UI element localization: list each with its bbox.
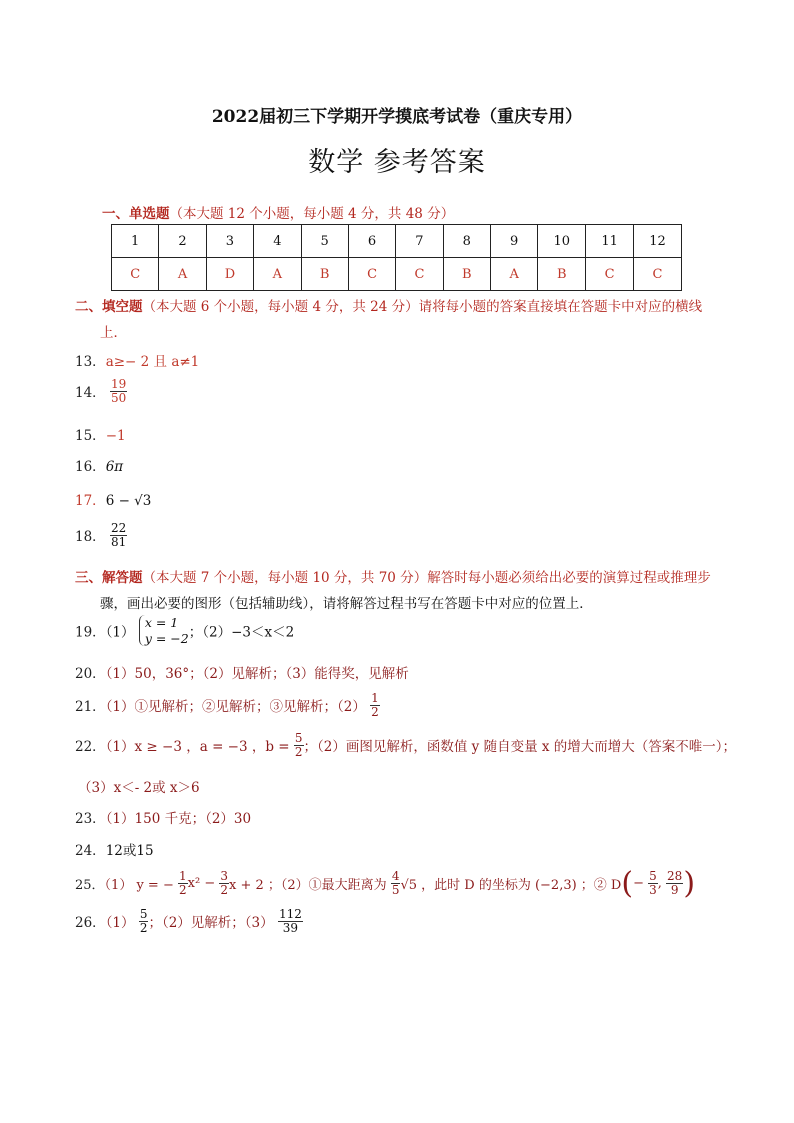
right-paren: ) <box>683 866 696 901</box>
section3-note: （本大题 7 个小题，每小题 10 分，共 70 分）解答时每小题必须给出必要的演算过程或推理步 <box>142 570 711 586</box>
answer-table-answers-row <box>112 258 682 291</box>
part-label: （1） <box>105 624 135 641</box>
question-number: 14． <box>75 385 106 402</box>
answer-text: 6 − √3 <box>105 493 152 509</box>
fraction <box>370 692 380 718</box>
question-number: 17． <box>75 493 106 509</box>
section2-note: （本大题 6 个小题，每小题 4 分，共 24 分）请将每小题的答案直接填在答题卡中对应的横线 <box>142 299 703 315</box>
section1-header <box>102 202 454 222</box>
answer-text: ；（2）−3＜x＜2 <box>188 624 295 641</box>
table-cell-answer: C <box>396 258 443 291</box>
numerator: 28 <box>667 869 683 884</box>
denominator: 2 <box>220 883 228 897</box>
fraction <box>219 870 229 896</box>
question-number: 20． <box>75 666 106 682</box>
numerator: 5 <box>294 731 303 745</box>
fraction <box>178 870 188 896</box>
section3-heading: 三、解答题 <box>75 570 143 586</box>
section2-note-cont: 上． <box>100 325 127 341</box>
minus-sign: − <box>633 876 644 891</box>
table-cell-answer: B <box>443 258 490 291</box>
answer-25 <box>75 866 695 901</box>
answer-24 <box>75 839 154 859</box>
left-paren: ( <box>621 866 634 901</box>
question-number: 22． <box>75 739 106 756</box>
question-number: 13． <box>75 354 106 370</box>
table-cell-number: 2 <box>159 225 206 258</box>
answer-22 <box>75 732 736 758</box>
answer-text: （1）50，36°；（2）见解析；（3）能得奖，见解析 <box>105 666 409 682</box>
answer-text: x + 2 ；（2）①最大距离为 <box>229 878 387 893</box>
answer-18 <box>75 522 127 548</box>
equation-1: x = 1 <box>144 615 179 630</box>
table-cell-number: 4 <box>254 225 301 258</box>
answer-21 <box>75 692 380 718</box>
answer-text: x² − <box>187 876 216 891</box>
table-cell-number: 11 <box>586 225 634 258</box>
table-cell-number: 12 <box>634 225 682 258</box>
answer-17 <box>75 489 151 509</box>
table-cell-answer: B <box>301 258 348 291</box>
question-number: 23． <box>75 811 106 827</box>
numerator: 1 <box>371 691 379 705</box>
table-cell-number: 1 <box>112 225 159 258</box>
section2-header <box>75 295 702 315</box>
answer-text: √5 ，此时 D 的坐标为 (−2,3) ；② D <box>400 878 622 893</box>
table-cell-answer: D <box>206 258 253 291</box>
section1-note: （本大题 12 个小题，每小题 4 分，共 48 分） <box>169 206 455 222</box>
part-label: （1） <box>105 915 135 932</box>
fraction <box>391 870 401 896</box>
table-cell-answer: B <box>538 258 586 291</box>
answer-text: 12或15 <box>105 843 154 859</box>
denominator: 9 <box>670 883 679 897</box>
numerator: 3 <box>220 869 228 884</box>
answer-table-numbers-row <box>112 225 682 258</box>
table-cell-answer: A <box>491 258 538 291</box>
question-number: 18． <box>75 529 106 546</box>
table-cell-answer: C <box>348 258 395 291</box>
table-cell-number: 9 <box>491 225 538 258</box>
answer-23 <box>75 807 251 827</box>
answer-text: a≥− 2 且 a≠1 <box>105 354 200 370</box>
fraction <box>648 870 658 896</box>
numerator: 5 <box>139 907 148 921</box>
answer-26 <box>75 908 303 934</box>
answer-text: （1） y = − <box>104 878 174 893</box>
numerator: 22 <box>110 521 127 535</box>
comma: , <box>657 876 662 891</box>
exam-title: 2022届初三下学期开学摸底考试卷（重庆专用） <box>211 107 583 127</box>
table-cell-answer: C <box>634 258 682 291</box>
answer-text: （1）①见解析；②见解析；③见解析；（2） <box>105 699 366 716</box>
denominator: 2 <box>371 704 379 719</box>
numerator: 4 <box>391 869 400 884</box>
answer-16 <box>75 455 123 475</box>
answer-table <box>111 224 682 291</box>
table-cell-number: 3 <box>206 225 253 258</box>
table-cell-number: 7 <box>396 225 443 258</box>
question-number: 19． <box>75 624 106 641</box>
answer-19 <box>75 615 294 646</box>
question-number: 21． <box>75 699 106 716</box>
denominator: 50 <box>110 390 127 405</box>
section3-header <box>75 566 711 586</box>
answer-22-line2: （3）x＜- 2或 x＞6 <box>78 780 200 796</box>
denominator: 2 <box>179 883 187 897</box>
answer-20 <box>75 662 409 682</box>
answer-text: （1）150 千克；（2）30 <box>105 811 252 827</box>
denominator: 39 <box>282 920 299 935</box>
answer-13 <box>75 350 199 370</box>
question-number: 26． <box>75 915 106 932</box>
denominator: 3 <box>649 883 657 897</box>
answer-text: （1）x ≥ −3 ，a = −3 ，b = <box>105 739 294 756</box>
fraction <box>294 732 304 758</box>
question-number: 25． <box>75 878 105 893</box>
table-cell-answer: C <box>112 258 159 291</box>
question-number: 16． <box>75 459 106 475</box>
section1-heading: 一、单选题 <box>102 206 170 222</box>
denominator: 2 <box>294 744 303 759</box>
answer-14 <box>75 378 127 404</box>
answer-text-cont: ；（2）画图见解析，函数值 y 随自变量 x 的增大而增大（答案不唯一）； <box>303 739 737 756</box>
table-cell-number: 5 <box>301 225 348 258</box>
equation-2: y = −2 <box>144 630 189 646</box>
numerator: 1 <box>179 869 187 884</box>
table-cell-answer: A <box>254 258 301 291</box>
fraction <box>278 908 303 934</box>
answer-15 <box>75 424 126 444</box>
denominator: 2 <box>139 920 148 935</box>
table-cell-answer: A <box>159 258 206 291</box>
question-number: 15． <box>75 428 106 444</box>
answer-text: ；（2）见解析；（3） <box>148 915 274 932</box>
table-cell-number: 6 <box>348 225 395 258</box>
answer-text: −1 <box>105 428 126 444</box>
table-cell-answer: C <box>586 258 634 291</box>
equation-system <box>139 615 189 646</box>
table-cell-number: 8 <box>443 225 490 258</box>
numerator: 19 <box>110 377 127 391</box>
section3-note-cont: 骤，画出必要的图形（包括辅助线），请将解答过程书写在答题卡中对应的位置上． <box>100 596 593 612</box>
fraction <box>110 522 127 548</box>
fraction <box>666 870 683 896</box>
section2-heading: 二、填空题 <box>75 299 143 315</box>
denominator: 81 <box>110 534 127 549</box>
denominator: 5 <box>391 883 400 897</box>
numerator: 112 <box>278 907 302 921</box>
question-number: 24． <box>75 843 106 859</box>
answer-key-title: 数学 参考答案 <box>308 147 486 178</box>
table-cell-number: 10 <box>538 225 586 258</box>
answer-text: 6π <box>105 459 124 475</box>
numerator: 5 <box>649 869 657 884</box>
fraction <box>110 378 127 404</box>
